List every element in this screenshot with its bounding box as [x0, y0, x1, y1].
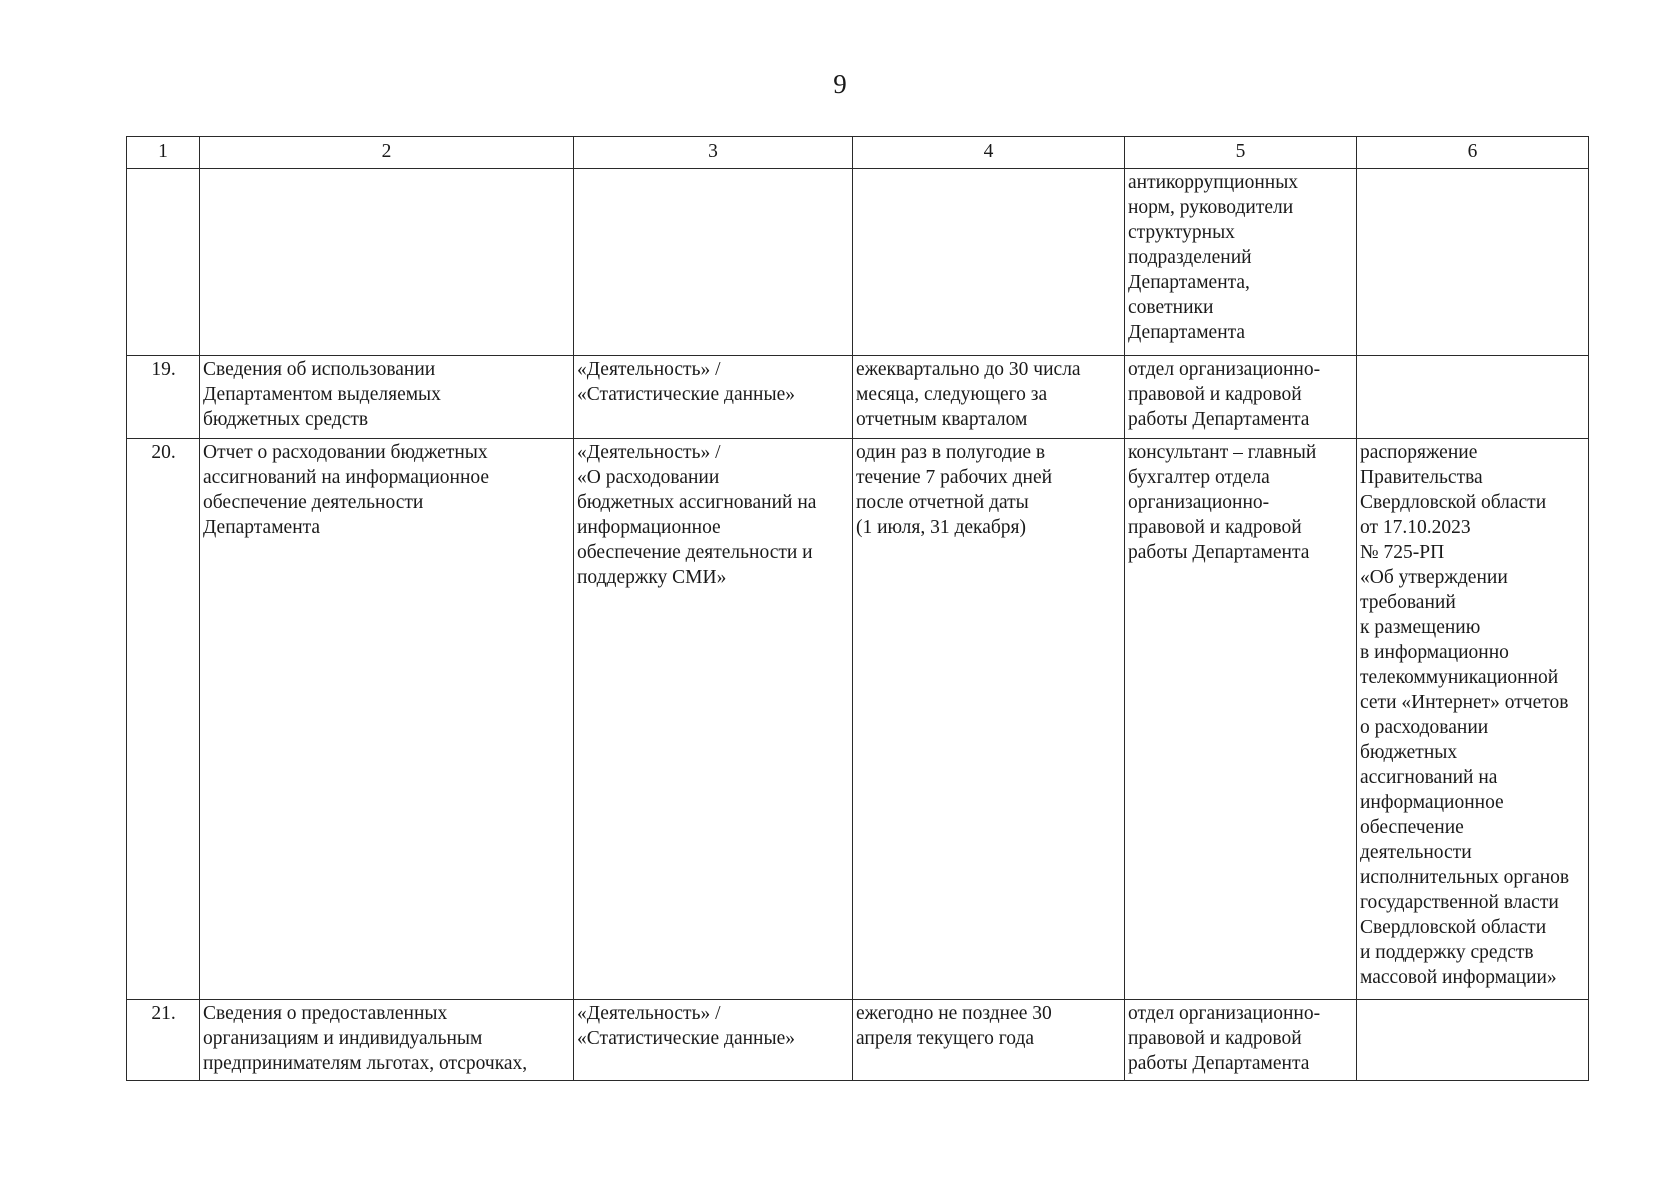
cell-text-line: Свердловской области	[1360, 917, 1547, 938]
update-period-cell	[853, 439, 1125, 1000]
cell-text-line: Департамента	[1128, 322, 1246, 343]
cell-text-line: в информационно	[1360, 642, 1509, 663]
site-section-cell	[574, 356, 853, 439]
cell-text-line: к размещению	[1360, 617, 1481, 638]
cell-text-line: антикоррупционных	[1128, 172, 1299, 193]
cell-text-line: правовой и кадровой	[1128, 517, 1302, 538]
cell-text-line: сети «Интернет» отчетов	[1360, 692, 1569, 713]
cell-text-line: ежеквартально до 30 числа	[856, 359, 1081, 380]
cell-text-line: и поддержку средств	[1360, 942, 1534, 963]
cell-text-line: от 17.10.2023	[1360, 517, 1471, 538]
cell-text-line: обеспечение деятельности и	[577, 542, 813, 563]
cell-text-line: Департамента	[203, 517, 321, 538]
cell-text-line: «О расходовании	[577, 467, 720, 488]
cell-text-line: бюджетных	[1360, 742, 1458, 763]
cell-text-line: организациям и индивидуальным	[203, 1028, 483, 1049]
cell-text-line: телекоммуникационной	[1360, 667, 1559, 688]
cell-text-line: «Статистические данные»	[577, 384, 795, 405]
cell-text-line: «Статистические данные»	[577, 1028, 795, 1049]
table-row	[127, 356, 1589, 439]
cell-text-line: отдел организационно-	[1128, 359, 1321, 380]
cell-text-line: «Деятельность» /	[577, 442, 721, 463]
update-period-cell	[853, 356, 1125, 439]
cell-text-line: Правительства	[1360, 467, 1483, 488]
cell-text-line: подразделений	[1128, 247, 1252, 268]
cell-text-line: течение 7 рабочих дней	[856, 467, 1053, 488]
info-name-cell	[200, 439, 574, 1000]
cell-text-line: распоряжение	[1360, 442, 1478, 463]
cell-text-line: предпринимателям льготах, отсрочках,	[203, 1053, 528, 1074]
cell-text-line: один раз в полугодие в	[856, 442, 1046, 463]
responsible-cell	[1125, 356, 1357, 439]
item-number-cell: 20.	[127, 439, 200, 1000]
cell-text-line: государственной власти	[1360, 892, 1559, 913]
cell-text-line: организационно-	[1128, 492, 1270, 513]
cell-text-line: Свердловской области	[1360, 492, 1547, 513]
cell-text-line: месяца, следующего за	[856, 384, 1048, 405]
responsible-cell	[1125, 169, 1357, 356]
cell-text-line: работы Департамента	[1128, 542, 1310, 563]
column-header: 1	[127, 137, 200, 169]
legal-basis-cell	[1357, 169, 1589, 356]
cell-text-line: структурных	[1128, 222, 1235, 243]
cell-text-line: № 725-РП	[1360, 542, 1445, 563]
cell-text-line: отдел организационно-	[1128, 1003, 1321, 1024]
info-name-cell	[200, 169, 574, 356]
page-number: 9	[833, 69, 847, 99]
cell-text-line: массовой информации»	[1360, 967, 1557, 988]
column-number-row	[127, 137, 1589, 169]
update-period-cell	[853, 1000, 1125, 1081]
item-number-cell: 21.	[127, 1000, 200, 1081]
cell-text-line: «Об утверждении	[1360, 567, 1508, 588]
cell-text-line: бухгалтер отдела	[1128, 467, 1270, 488]
site-section-cell	[574, 1000, 853, 1081]
responsible-cell	[1125, 439, 1357, 1000]
item-number-cell: 19.	[127, 356, 200, 439]
table-row	[127, 439, 1589, 1000]
cell-text-line: Отчет о расходовании бюджетных	[203, 442, 488, 463]
cell-text-line: работы Департамента	[1128, 409, 1310, 430]
info-name-cell	[200, 1000, 574, 1081]
cell-text-line: о расходовании	[1360, 717, 1489, 738]
cell-text-line: правовой и кадровой	[1128, 1028, 1302, 1049]
cell-text-line: Департаментом выделяемых	[203, 384, 441, 405]
cell-text-line: отчетным кварталом	[856, 409, 1028, 430]
column-header: 4	[853, 137, 1125, 169]
cell-text-line: Департамента,	[1128, 272, 1250, 293]
cell-text-line: бюджетных средств	[203, 409, 369, 430]
cell-text-line: Сведения о предоставленных	[203, 1003, 448, 1024]
cell-text-line: правовой и кадровой	[1128, 384, 1302, 405]
table-row	[127, 169, 1589, 356]
cell-text-line: «Деятельность» /	[577, 359, 721, 380]
cell-text-line: поддержку СМИ»	[577, 567, 727, 588]
column-header: 2	[200, 137, 574, 169]
cell-text-line: «Деятельность» /	[577, 1003, 721, 1024]
column-header: 3	[574, 137, 853, 169]
column-header: 5	[1125, 137, 1357, 169]
cell-text-line: информационное	[1360, 792, 1504, 813]
cell-text-line: (1 июля, 31 декабря)	[856, 517, 1027, 538]
table-row	[127, 1000, 1589, 1081]
update-period-cell	[853, 169, 1125, 356]
legal-basis-cell	[1357, 356, 1589, 439]
cell-text-line: обеспечение деятельности	[203, 492, 424, 513]
legal-basis-cell	[1357, 439, 1589, 1000]
info-name-cell	[200, 356, 574, 439]
cell-text-line: консультант – главный	[1128, 442, 1317, 463]
item-number-cell	[127, 169, 200, 356]
site-section-cell	[574, 169, 853, 356]
responsible-cell	[1125, 1000, 1357, 1081]
cell-text-line: обеспечение	[1360, 817, 1464, 838]
cell-text-line: норм, руководители	[1128, 197, 1294, 218]
cell-text-line: ассигнований на информационное	[203, 467, 490, 488]
cell-text-line: ежегодно не позднее 30	[856, 1003, 1052, 1024]
cell-text-line: деятельности	[1360, 842, 1472, 863]
cell-text-line: бюджетных ассигнований на	[577, 492, 817, 513]
cell-text-line: исполнительных органов	[1360, 867, 1570, 888]
document-table	[126, 136, 1589, 1081]
cell-text-line: ассигнований на	[1360, 767, 1498, 788]
site-section-cell	[574, 439, 853, 1000]
cell-text-line: после отчетной даты	[856, 492, 1029, 513]
cell-text-line: Сведения об использовании	[203, 359, 436, 380]
column-header: 6	[1357, 137, 1589, 169]
cell-text-line: апреля текущего года	[856, 1028, 1035, 1049]
cell-text-line: требований	[1360, 592, 1456, 613]
cell-text-line: работы Департамента	[1128, 1053, 1310, 1074]
cell-text-line: информационное	[577, 517, 721, 538]
legal-basis-cell	[1357, 1000, 1589, 1081]
cell-text-line: советники	[1128, 297, 1214, 318]
